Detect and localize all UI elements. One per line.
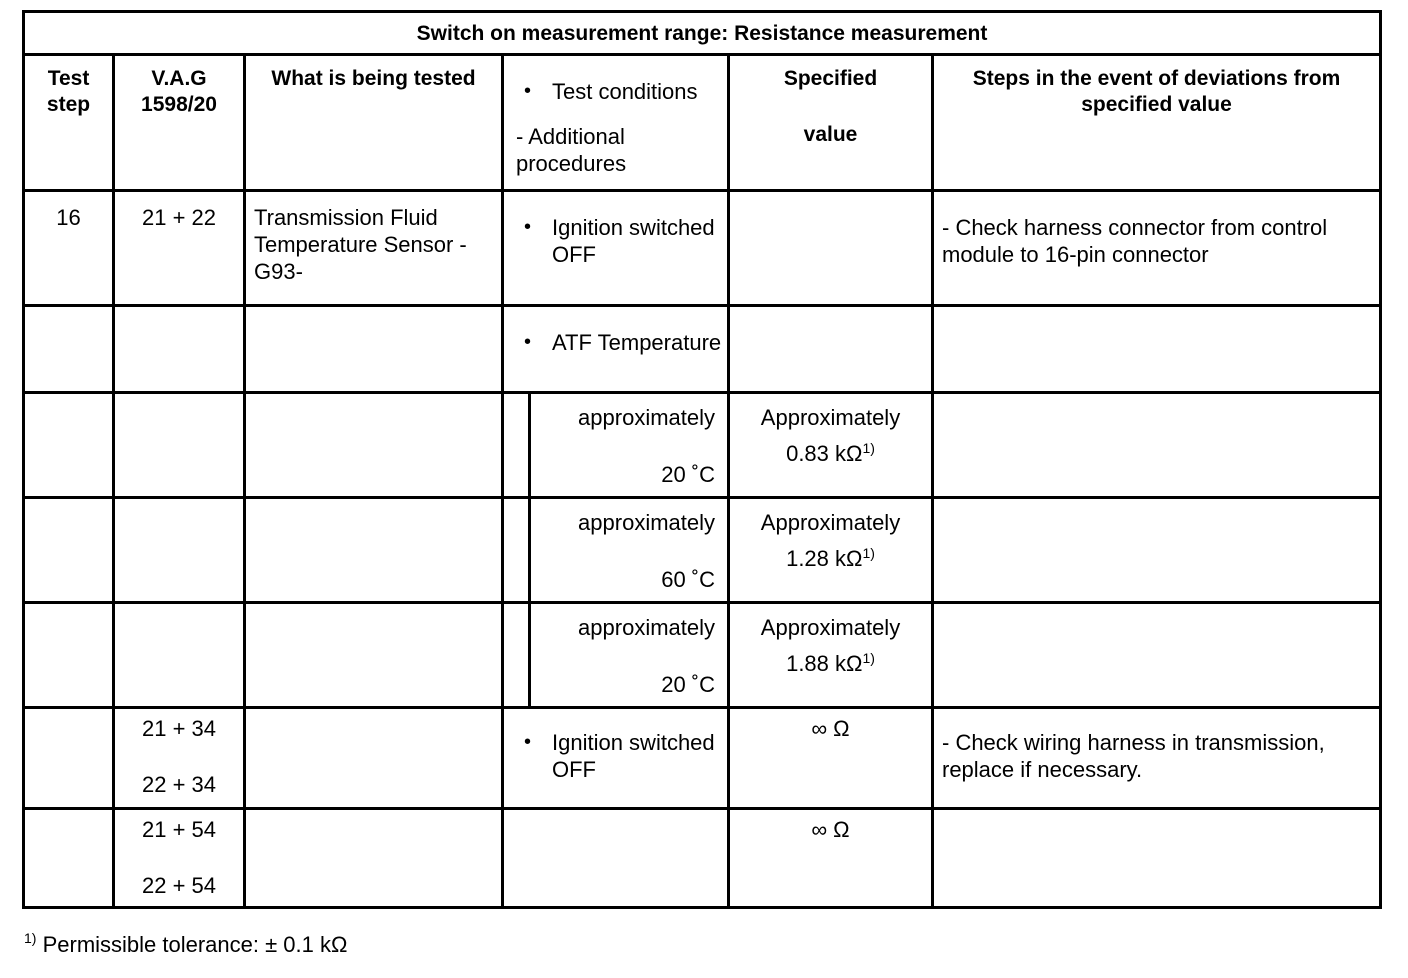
bullet-icon: • [524, 331, 532, 353]
cell-empty [933, 809, 1381, 908]
cell-empty [24, 393, 114, 498]
bullet-icon: • [524, 216, 532, 238]
temp-label: approximately [578, 615, 715, 640]
cell-empty [503, 809, 729, 908]
footnote-text: Permissible tolerance: ± 0.1 kΩ [42, 932, 348, 957]
condition-text: Ignition switched OFF [552, 730, 715, 782]
temp-value: 60 ˚C [661, 567, 715, 592]
condition-text: ATF Temperature [552, 330, 722, 355]
cell-specified [729, 393, 933, 498]
cell-what-tested: Transmission Fluid Temperature Sensor -G93- [245, 191, 503, 306]
title-row [24, 12, 1381, 55]
cell-empty [114, 603, 245, 708]
spec-word: Approximately [760, 510, 901, 535]
cell-empty [245, 708, 503, 809]
spec-word: Approximately [760, 615, 901, 640]
header-test-conditions [503, 55, 729, 191]
bullet-icon: • [524, 80, 532, 102]
vag-pair-a: 21 + 34 [141, 716, 216, 741]
indent-bar [504, 499, 531, 601]
cell-vag: 21 + 22 [114, 191, 245, 306]
cell-specified [729, 498, 933, 603]
cell-specified: ∞ Ω [729, 809, 933, 908]
cell-empty [933, 393, 1381, 498]
spec-value: 1.28 kΩ [786, 546, 863, 571]
table-row [24, 498, 1381, 603]
footnote [24, 930, 347, 958]
cell-empty [24, 708, 114, 809]
cell-empty [933, 498, 1381, 603]
cell-empty [24, 306, 114, 393]
cell-empty [729, 306, 933, 393]
bullet-icon: • [524, 731, 532, 753]
header-what-tested: What is being tested [245, 55, 503, 191]
spec-footnote-marker: 1) [862, 650, 875, 666]
header-specified-line2: value [803, 123, 858, 146]
cell-vag [114, 708, 245, 809]
cell-empty [245, 809, 503, 908]
cell-temperature [503, 498, 729, 603]
spec-word: Approximately [760, 405, 901, 430]
vag-pair-a: 21 + 54 [141, 817, 216, 842]
cell-empty [245, 306, 503, 393]
table-row [24, 306, 1381, 393]
cell-empty [245, 603, 503, 708]
cell-condition [503, 306, 729, 393]
indent-bar [504, 394, 531, 496]
temp-label: approximately [578, 510, 715, 535]
cell-vag [114, 809, 245, 908]
cell-empty [114, 393, 245, 498]
spec-footnote-marker: 1) [862, 440, 875, 456]
cell-test-step: 16 [24, 191, 114, 306]
header-test-step: Test step [24, 55, 114, 191]
cell-condition [503, 708, 729, 809]
table-title: Switch on measurement range: Resistance measurement [24, 12, 1381, 55]
resistance-measurement-table [22, 10, 1382, 909]
temp-label: approximately [578, 405, 715, 430]
table-row [24, 191, 1381, 306]
spec-value: 0.83 kΩ [786, 441, 863, 466]
header-row [24, 55, 1381, 191]
cell-specified [729, 191, 933, 306]
cell-specified [729, 603, 933, 708]
header-conditions-line1: Test conditions [552, 79, 698, 104]
cell-specified: ∞ Ω [729, 708, 933, 809]
cell-action: - Check wiring harness in transmission, replace if necessary. [933, 708, 1381, 809]
table-row [24, 603, 1381, 708]
footnote-marker: 1) [24, 930, 37, 946]
cell-empty [24, 809, 114, 908]
temp-value: 20 ˚C [661, 672, 715, 697]
table-row [24, 393, 1381, 498]
header-conditions-line2: - Additional procedures [516, 124, 627, 176]
cell-empty [933, 306, 1381, 393]
temp-value: 20 ˚C [661, 462, 715, 487]
vag-pair-b: 22 + 54 [141, 873, 216, 898]
header-vag: V.A.G 1598/20 [114, 55, 245, 191]
table-row [24, 809, 1381, 908]
cell-empty [245, 498, 503, 603]
cell-temperature [503, 603, 729, 708]
cell-empty [114, 306, 245, 393]
spec-footnote-marker: 1) [862, 545, 875, 561]
cell-empty [933, 603, 1381, 708]
cell-empty [24, 603, 114, 708]
spec-value: 1.88 kΩ [786, 651, 863, 676]
vag-pair-b: 22 + 34 [141, 772, 216, 797]
cell-empty [24, 498, 114, 603]
header-specified-value [729, 55, 933, 191]
cell-temperature [503, 393, 729, 498]
cell-empty [245, 393, 503, 498]
condition-text: Ignition switched OFF [552, 215, 715, 267]
header-specified-line1: Specified [783, 67, 878, 90]
cell-empty [114, 498, 245, 603]
cell-action: - Check harness connector from control module to 16-pin connector [933, 191, 1381, 306]
header-steps-deviation: Steps in the event of deviations from specified value [933, 55, 1381, 191]
indent-bar [504, 604, 531, 706]
table-row [24, 708, 1381, 809]
cell-condition [503, 191, 729, 306]
